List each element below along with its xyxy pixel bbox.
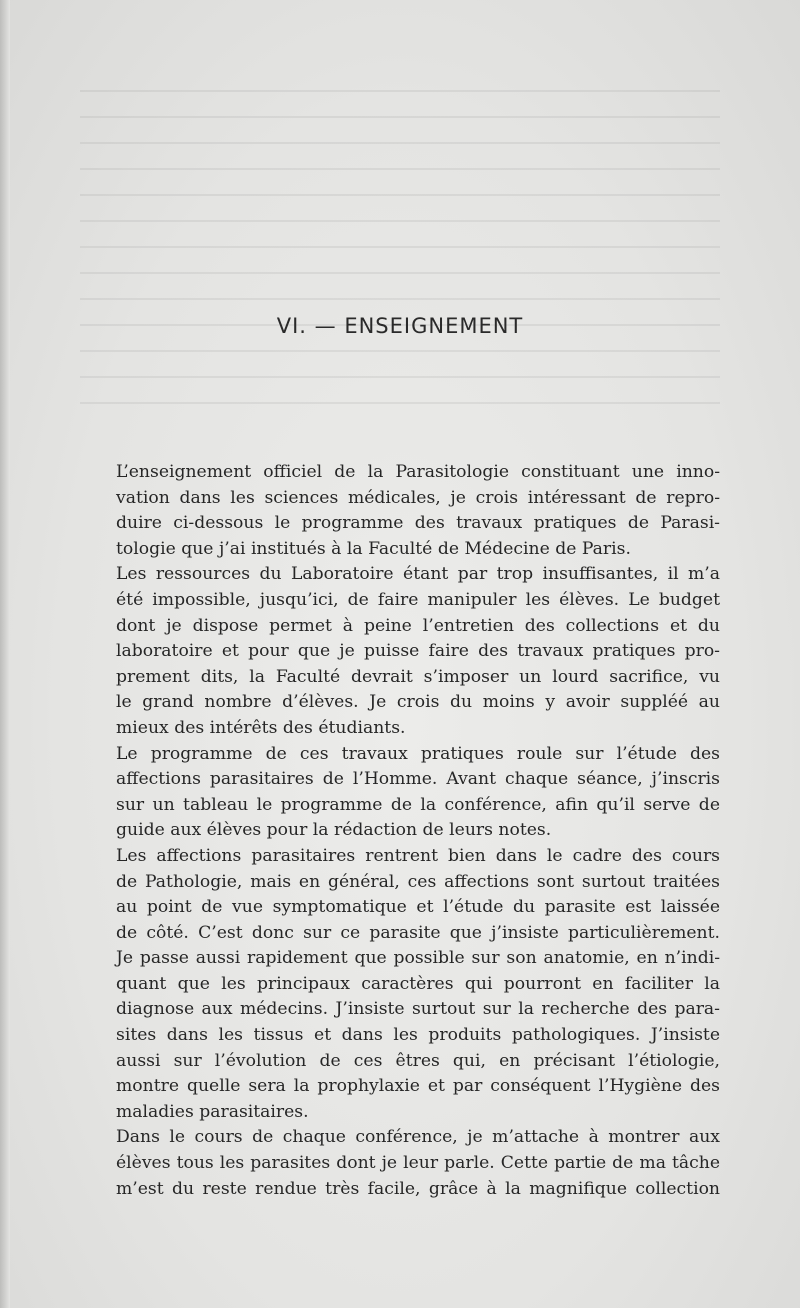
body-text [116,460,720,1202]
text-line: dont je dispose permet à peine l’entretien des collections et du [116,615,720,636]
text-line: élèves tous les parasites dont je leur parle. Cette partie de ma tâche [116,1153,720,1174]
text-line: quant que les principaux caractères qui pourront en faciliter la [116,973,720,994]
text-line: prement dits, la Faculté devrait s’imposer un lourd sacrifice, vu [116,666,720,687]
text-line: maladies parasitaires. [116,1101,309,1122]
paragraph-3 [116,742,720,844]
paragraph-5 [116,1125,720,1202]
text-line: m’est du reste rendue très facile, grâce à la magnifique collection [116,1178,720,1199]
text-line: Je passe aussi rapidement que possible sur son anatomie, en n’indi- [116,948,720,969]
text-line: Dans le cours de chaque conférence, je m’attache à montrer aux [116,1127,720,1148]
section-heading: VI. — ENSEIGNEMENT [276,314,524,338]
text-line: de côté. C’est donc sur ce parasite que j’insiste particulièrement. [116,922,720,943]
text-line: vation dans les sciences médicales, je crois intéressant de repro- [116,487,720,508]
text-line: Les ressources du Laboratoire étant par trop insuffisantes, il m’a [116,564,720,585]
text-line: Les affections parasitaires rentrent bien dans le cadre des cours [116,845,720,866]
page-edge-shadow [0,0,10,1308]
text-line: montre quelle sera la prophylaxie et par conséquent l’Hygiène des [116,1076,720,1097]
text-line: tologie que j’ai institués à la Faculté de Médecine de Paris. [116,538,631,559]
text-line: affections parasitaires de l’Homme. Avant chaque séance, j’inscris [116,769,720,790]
text-line: le grand nombre d’élèves. Je crois du moins y avoir suppléé au [116,692,720,713]
text-line: été impossible, jusqu’ici, de faire manipuler les élèves. Le budget [116,589,720,610]
text-line: duire ci-dessous le programme des travaux pratiques de Parasi- [116,513,720,534]
text-line: sites dans les tissus et dans les produits pathologiques. J’insiste [116,1025,720,1046]
text-line: aussi sur l’évolution de ces êtres qui, en précisant l’étiologie, [116,1050,720,1071]
paragraph-2 [116,562,720,741]
text-line: de Pathologie, mais en général, ces affections sont surtout traitées [116,871,720,892]
text-line: Le programme de ces travaux pratiques roule sur l’étude des [116,743,720,764]
paragraph-1 [116,460,720,562]
text-line: sur un tableau le programme de la conférence, afin qu’il serve de [116,794,720,815]
paragraph-4 [116,844,720,1126]
text-line: diagnose aux médecins. J’insiste surtout sur la recherche des para- [116,999,720,1020]
text-line: guide aux élèves pour la rédaction de leurs notes. [116,820,552,841]
text-line: L’enseignement officiel de la Parasitologie constituant une inno- [116,462,720,482]
text-line: au point de vue symptomatique et l’étude du parasite est laissée [116,897,720,918]
text-line: laboratoire et pour que je puisse faire des travaux pratiques pro- [116,641,720,662]
text-line: mieux des intérêts des étudiants. [116,717,406,738]
show-through-bleed [80,90,720,410]
